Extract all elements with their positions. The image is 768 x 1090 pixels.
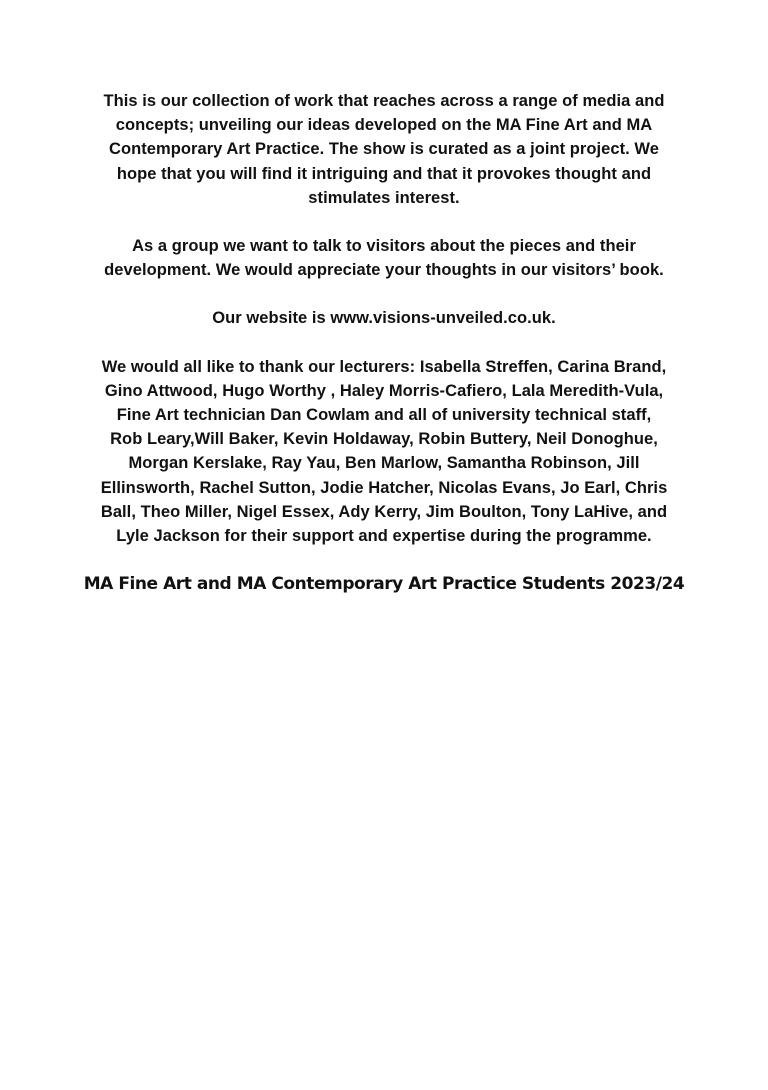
- website-paragraph: [62, 306, 706, 330]
- group-paragraph: [62, 234, 706, 282]
- signoff-line: MA Fine Art and MA Contemporary Art Practice Students 2023/24: [83, 574, 685, 595]
- thanks-line: Gino Attwood, Hugo Worthy , Haley Morris-Cafiero, Lala Meredith-Vula,: [104, 381, 664, 400]
- intro-line: concepts; unveiling our ideas developed on the MA Fine Art and MA: [115, 116, 653, 135]
- thanks-line: Rob Leary,Will Baker, Kevin Holdaway, Robin Buttery, Neil Donoghue,: [110, 430, 658, 449]
- intro-line: hope that you will find it intriguing and that it provokes thought and: [116, 164, 652, 183]
- thanks-line: Lyle Jackson for their support and expertise during the programme.: [116, 527, 652, 546]
- document-body: [62, 89, 706, 596]
- intro-paragraph: [62, 89, 706, 210]
- group-line: development. We would appreciate your thoughts in our visitors’ book.: [104, 261, 664, 280]
- thanks-line: We would all like to thank our lecturers: Isabella Streffen, Carina Brand,: [101, 357, 667, 376]
- thanks-line: Ellinsworth, Rachel Sutton, Jodie Hatcher, Nicolas Evans, Jo Earl, Chris: [100, 478, 668, 497]
- intro-line: stimulates interest.: [308, 188, 460, 207]
- intro-line: This is our collection of work that reaches across a range of media and: [103, 92, 665, 110]
- intro-line: Contemporary Art Practice. The show is curated as a joint project. We: [109, 140, 659, 159]
- thanks-paragraph: [62, 355, 706, 549]
- thanks-line: Morgan Kerslake, Ray Yau, Ben Marlow, Samantha Robinson, Jill: [128, 454, 640, 473]
- website-line: Our website is www.visions-unveiled.co.uk.: [212, 309, 556, 328]
- thanks-line: Fine Art technician Dan Cowlam and all of university technical staff,: [116, 406, 652, 425]
- group-line: As a group we want to talk to visitors about the pieces and their: [132, 237, 636, 256]
- thanks-line: Ball, Theo Miller, Nigel Essex, Ady Kerry, Jim Boulton, Tony LaHive, and: [100, 502, 668, 521]
